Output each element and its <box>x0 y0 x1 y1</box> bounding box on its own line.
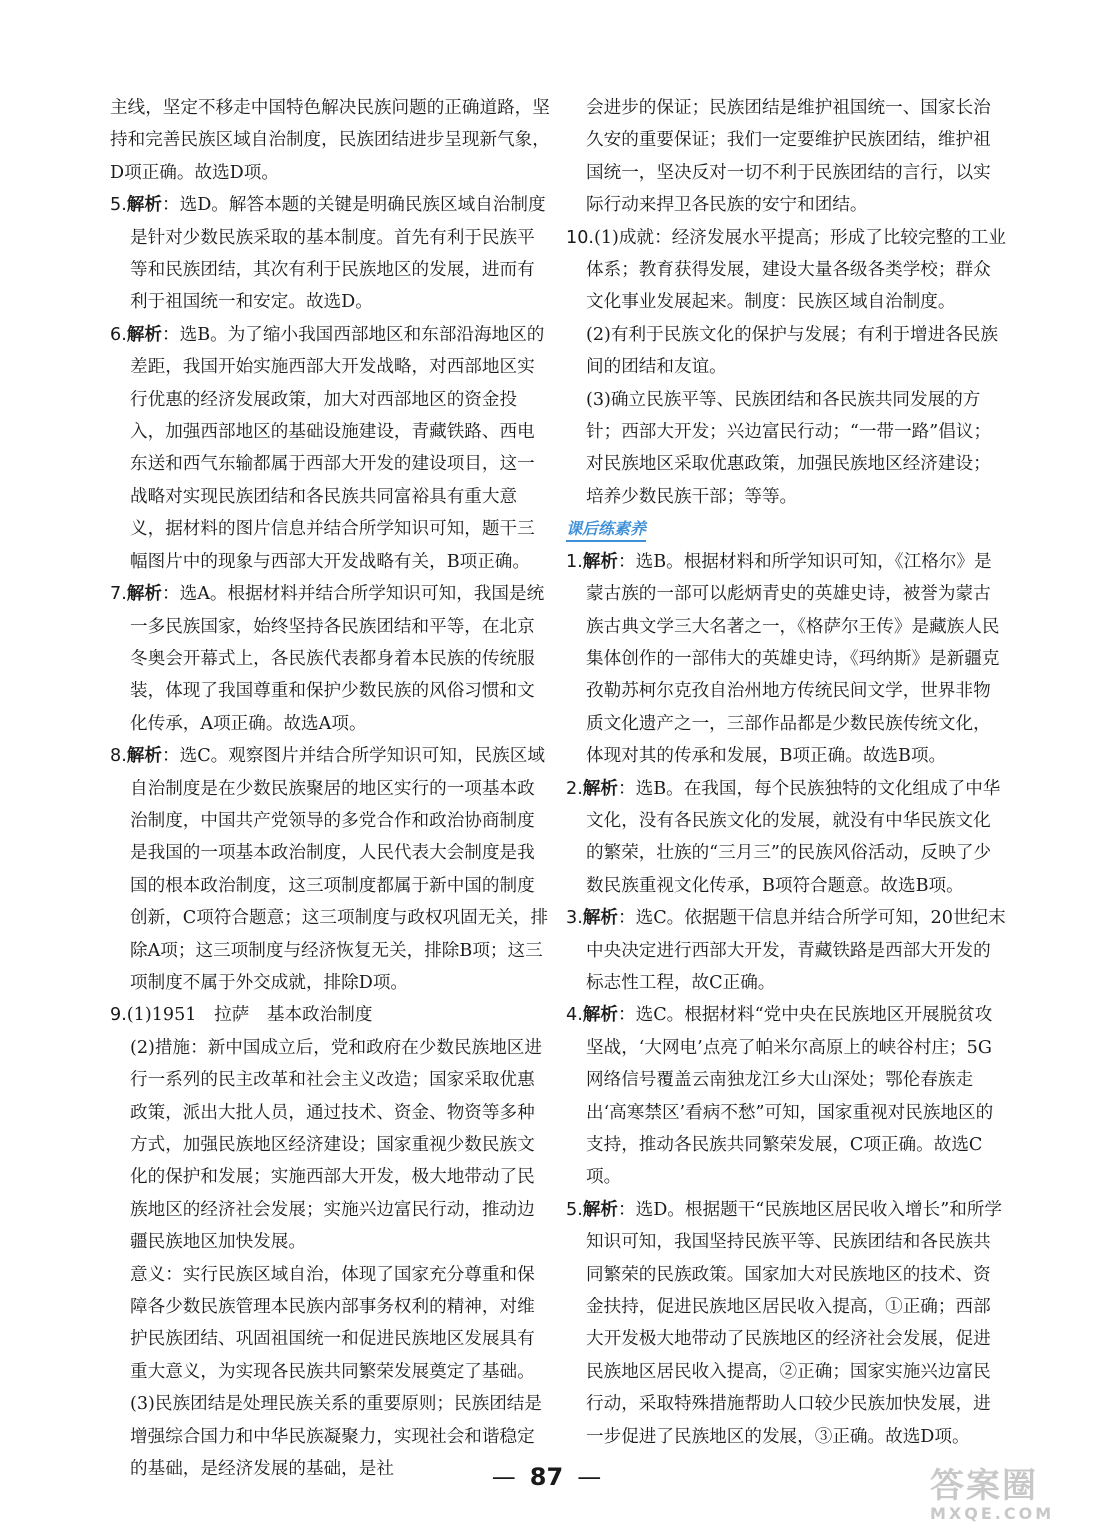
answer-label: 解析 <box>582 1005 618 1026</box>
homework-answer-5 <box>566 1194 1006 1453</box>
right-column <box>566 92 1006 1453</box>
homework-answer-4 <box>566 999 1006 1193</box>
answer-text: ：选B。为了缩小我国西部地区和东部沿海地区的差距，我国开始实施西部大开发战略，对西部地区实行优惠的经济发展政策，加大对西部地区的资金投入，加强西部地区的基础设施建设，青藏铁路、西电东送和西气东输都属于西部大开发的建设项目，这一战略对实现民族团结和各民族共同富裕具有重大意义，据材料的图片信息并结合所学知识可知，题干三幅图片中的现象与西部大开发战略有关，B项正确。 <box>130 324 545 572</box>
answer-label: 解析 <box>582 1199 618 1220</box>
answer-text: ：选C。观察图片并结合所学知识可知，民族区域自治制度是在少数民族聚居的地区实行的一项基本政治制度，中国共产党领导的多党合作和政治协商制度是我国的一项基本政治制度，人民代表大会制度是我国的根本政治制度，这三项制度都属于新中国的制度创新，C项符合题意；这三项制度与政权巩固无关，排除A项；这三项制度与经济恢复无关，排除B项；这三项制度不属于外交成就，排除D项。 <box>130 746 549 993</box>
answer-10-part-3: (3)确立民族平等、民族团结和各民族共同发展的方针；西部大开发；兴边富民行动；“一带一路”倡议；对民族地区采取优惠政策，加强民族地区经济建设；培养少数民族干部；等等。 <box>586 389 992 507</box>
answer-10-part-1 <box>566 222 1006 319</box>
answer-label: 解析 <box>126 746 162 767</box>
answer-6 <box>110 319 550 578</box>
continuation-text: 主线，坚定不移走中国特色解决民族问题的正确道路，坚持和完善民族区域自治制度，民族团结进步呈现新气象，D项正确。故选D项。 <box>110 98 550 183</box>
question-number: 7. <box>110 584 127 605</box>
question-number: 2. <box>566 778 583 799</box>
answer-label: 解析 <box>582 778 618 799</box>
section-title: 课后练素养 <box>566 518 646 542</box>
section-header <box>566 513 1006 545</box>
answer-9-part-3: (3)民族团结是处理民族关系的重要原则；民族团结是增强综合国力和中华民族凝聚力，实现社会和谐稳定的基础，是经济发展的基础，是社 <box>130 1394 542 1480</box>
answer-9-significance: 意义：实行民族区域自治，体现了国家充分尊重和保障各少数民族管理本民族内部事务权利的精神，对维护民族团结、巩固祖国统一和促进民族地区发展具有重大意义，为实现各民族共同繁荣发展奠定了基础。 <box>130 1264 535 1382</box>
homework-answer-2 <box>566 773 1006 903</box>
answer-text: ：选D。根据题干“民族地区居民收入增长”和所学知识可知，我国坚持民族平等、民族团结和各民族共同繁荣的民族政策。国家加大对民族地区的技术、资金扶持，促进民族地区居民收入提高，①正确；西部大开发极大地带动了民族地区的经济社会发展，促进民族地区居民收入提高，②正确；国家实施兴边富民行动，采取特殊措施帮助人口较少民族加快发展，进一步促进了民族地区的发展，③正确。故选D项。 <box>586 1199 1002 1447</box>
answer-label: 解析 <box>582 551 618 572</box>
watermark-logo <box>930 1468 1080 1528</box>
question-number: 4. <box>566 1005 583 1026</box>
answer-label: 解析 <box>582 908 618 929</box>
page-dash-right: — <box>577 1463 602 1491</box>
answer-10-part-2: (2)有利于民族文化的保护与发展；有利于增进各民族间的团结和友谊。 <box>586 324 998 378</box>
answer-7 <box>110 578 550 740</box>
answer-9-part-1 <box>110 999 550 1031</box>
answer-9-part-2: (2)措施：新中国成立后，党和政府在少数民族地区进行一系列的民主改革和社会主义改造；国家采取优惠政策，派出大批人员，通过技术、资金、物资等多种方式，加强民族地区经济建设；国家重视少数民族文化的保护和发展；实施西部大开发，极大地带动了民族地区的经济社会发展；实施兴边富民行动，推动边疆民族地区加快发展。 <box>130 1037 542 1253</box>
question-number: 3. <box>566 908 583 929</box>
question-number: 6. <box>110 324 127 345</box>
answer-label: 解析 <box>126 324 162 345</box>
answer-text: ：选B。在我国，每个民族独特的文化组成了中华文化，没有各民族文化的发展，就没有中华民族文化的繁荣，壮族的“三月三”的民族风俗活动，反映了少数民族重视文化传承，B项符合题意。故选B项。 <box>586 778 1001 896</box>
answer-8 <box>110 740 550 999</box>
answer-text: ：选C。依据题干信息并结合所学可知，20世纪末中央决定进行西部大开发，青藏铁路是西部大开发的标志性工程，故C正确。 <box>586 908 1006 993</box>
answer-text: ：选A。根据材料并结合所学知识可知，我国是统一多民族国家，始终坚持各民族团结和平等，在北京冬奥会开幕式上，各民族代表都身着本民族的传统服装，体现了我国尊重和保护少数民族的风俗习惯和文化传承，A项正确。故选A项。 <box>130 584 545 734</box>
answer-text: ：选B。根据材料和所学知识可知，《江格尔》是蒙古族的一部可以彪炳青史的英雄史诗，被誉为蒙古族古典文学三大名著之一，《格萨尔王传》是藏族人民集体创作的一部伟大的英雄史诗，《玛纳斯》是新疆克孜勒苏柯尔克孜自治州地方传统民间文学，世界非物质文化遗产之一，三部作品都是少数民族传统文化，体现对其的传承和发展，B项正确。故选B项。 <box>586 551 1000 767</box>
page-dash-left: — <box>491 1463 516 1491</box>
question-number: 8. <box>110 746 127 767</box>
answer-5 <box>110 189 550 319</box>
continuation-text: 会进步的保证；民族团结是维护祖国统一、国家长治久安的重要保证；我们一定要维护民族团结，维护祖国统一，坚决反对一切不利于民族团结的言行，以实际行动来捍卫各民族的安宁和团结。 <box>586 98 991 216</box>
question-number: 10. <box>566 227 594 248</box>
answer-label: 解析 <box>126 195 162 216</box>
question-number: 5. <box>110 195 127 216</box>
page-number-value: 87 <box>529 1463 564 1491</box>
watermark-text: 答案圈 <box>930 1466 1038 1506</box>
question-number: 1. <box>566 551 583 572</box>
answer-9 <box>110 999 550 1485</box>
answer-10 <box>566 222 1006 514</box>
watermark-subtext: MXQE.COM <box>930 1504 1055 1523</box>
left-column <box>110 92 550 1485</box>
homework-answer-1 <box>566 546 1006 773</box>
homework-answer-3 <box>566 902 1006 999</box>
question-number: 5. <box>566 1199 583 1220</box>
answer-text: ：选C。根据材料“党中央在民族地区开展脱贫攻坚战，‘大网电’点亮了帕米尔高原上的峡谷村庄；5G网络信号覆盖云南独龙江乡大山深处；鄂伦春族走出‘高寒禁区’看病不愁”可知，国家重视对民族地区的支持，推动各民族共同繁荣发展，C项正确。故选C项。 <box>586 1005 994 1188</box>
answer-label: 解析 <box>126 584 162 605</box>
answer-text: ：选D。解答本题的关键是明确民族区域自治制度是针对少数民族采取的基本制度。首先有利于民族平等和民族团结，其次有利于民族地区的发展，进而有利于祖国统一和安定。故选D。 <box>130 195 546 313</box>
answer-text: (1)成就：经济发展水平提高；形成了比较完整的工业体系；教育获得发展，建设大量各级各类学校；群众文化事业发展起来。制度：民族区域自治制度。 <box>586 227 1006 313</box>
answer-text: (1)1951 拉萨 基本政治制度 <box>126 1005 373 1026</box>
question-number: 9. <box>110 1005 127 1026</box>
